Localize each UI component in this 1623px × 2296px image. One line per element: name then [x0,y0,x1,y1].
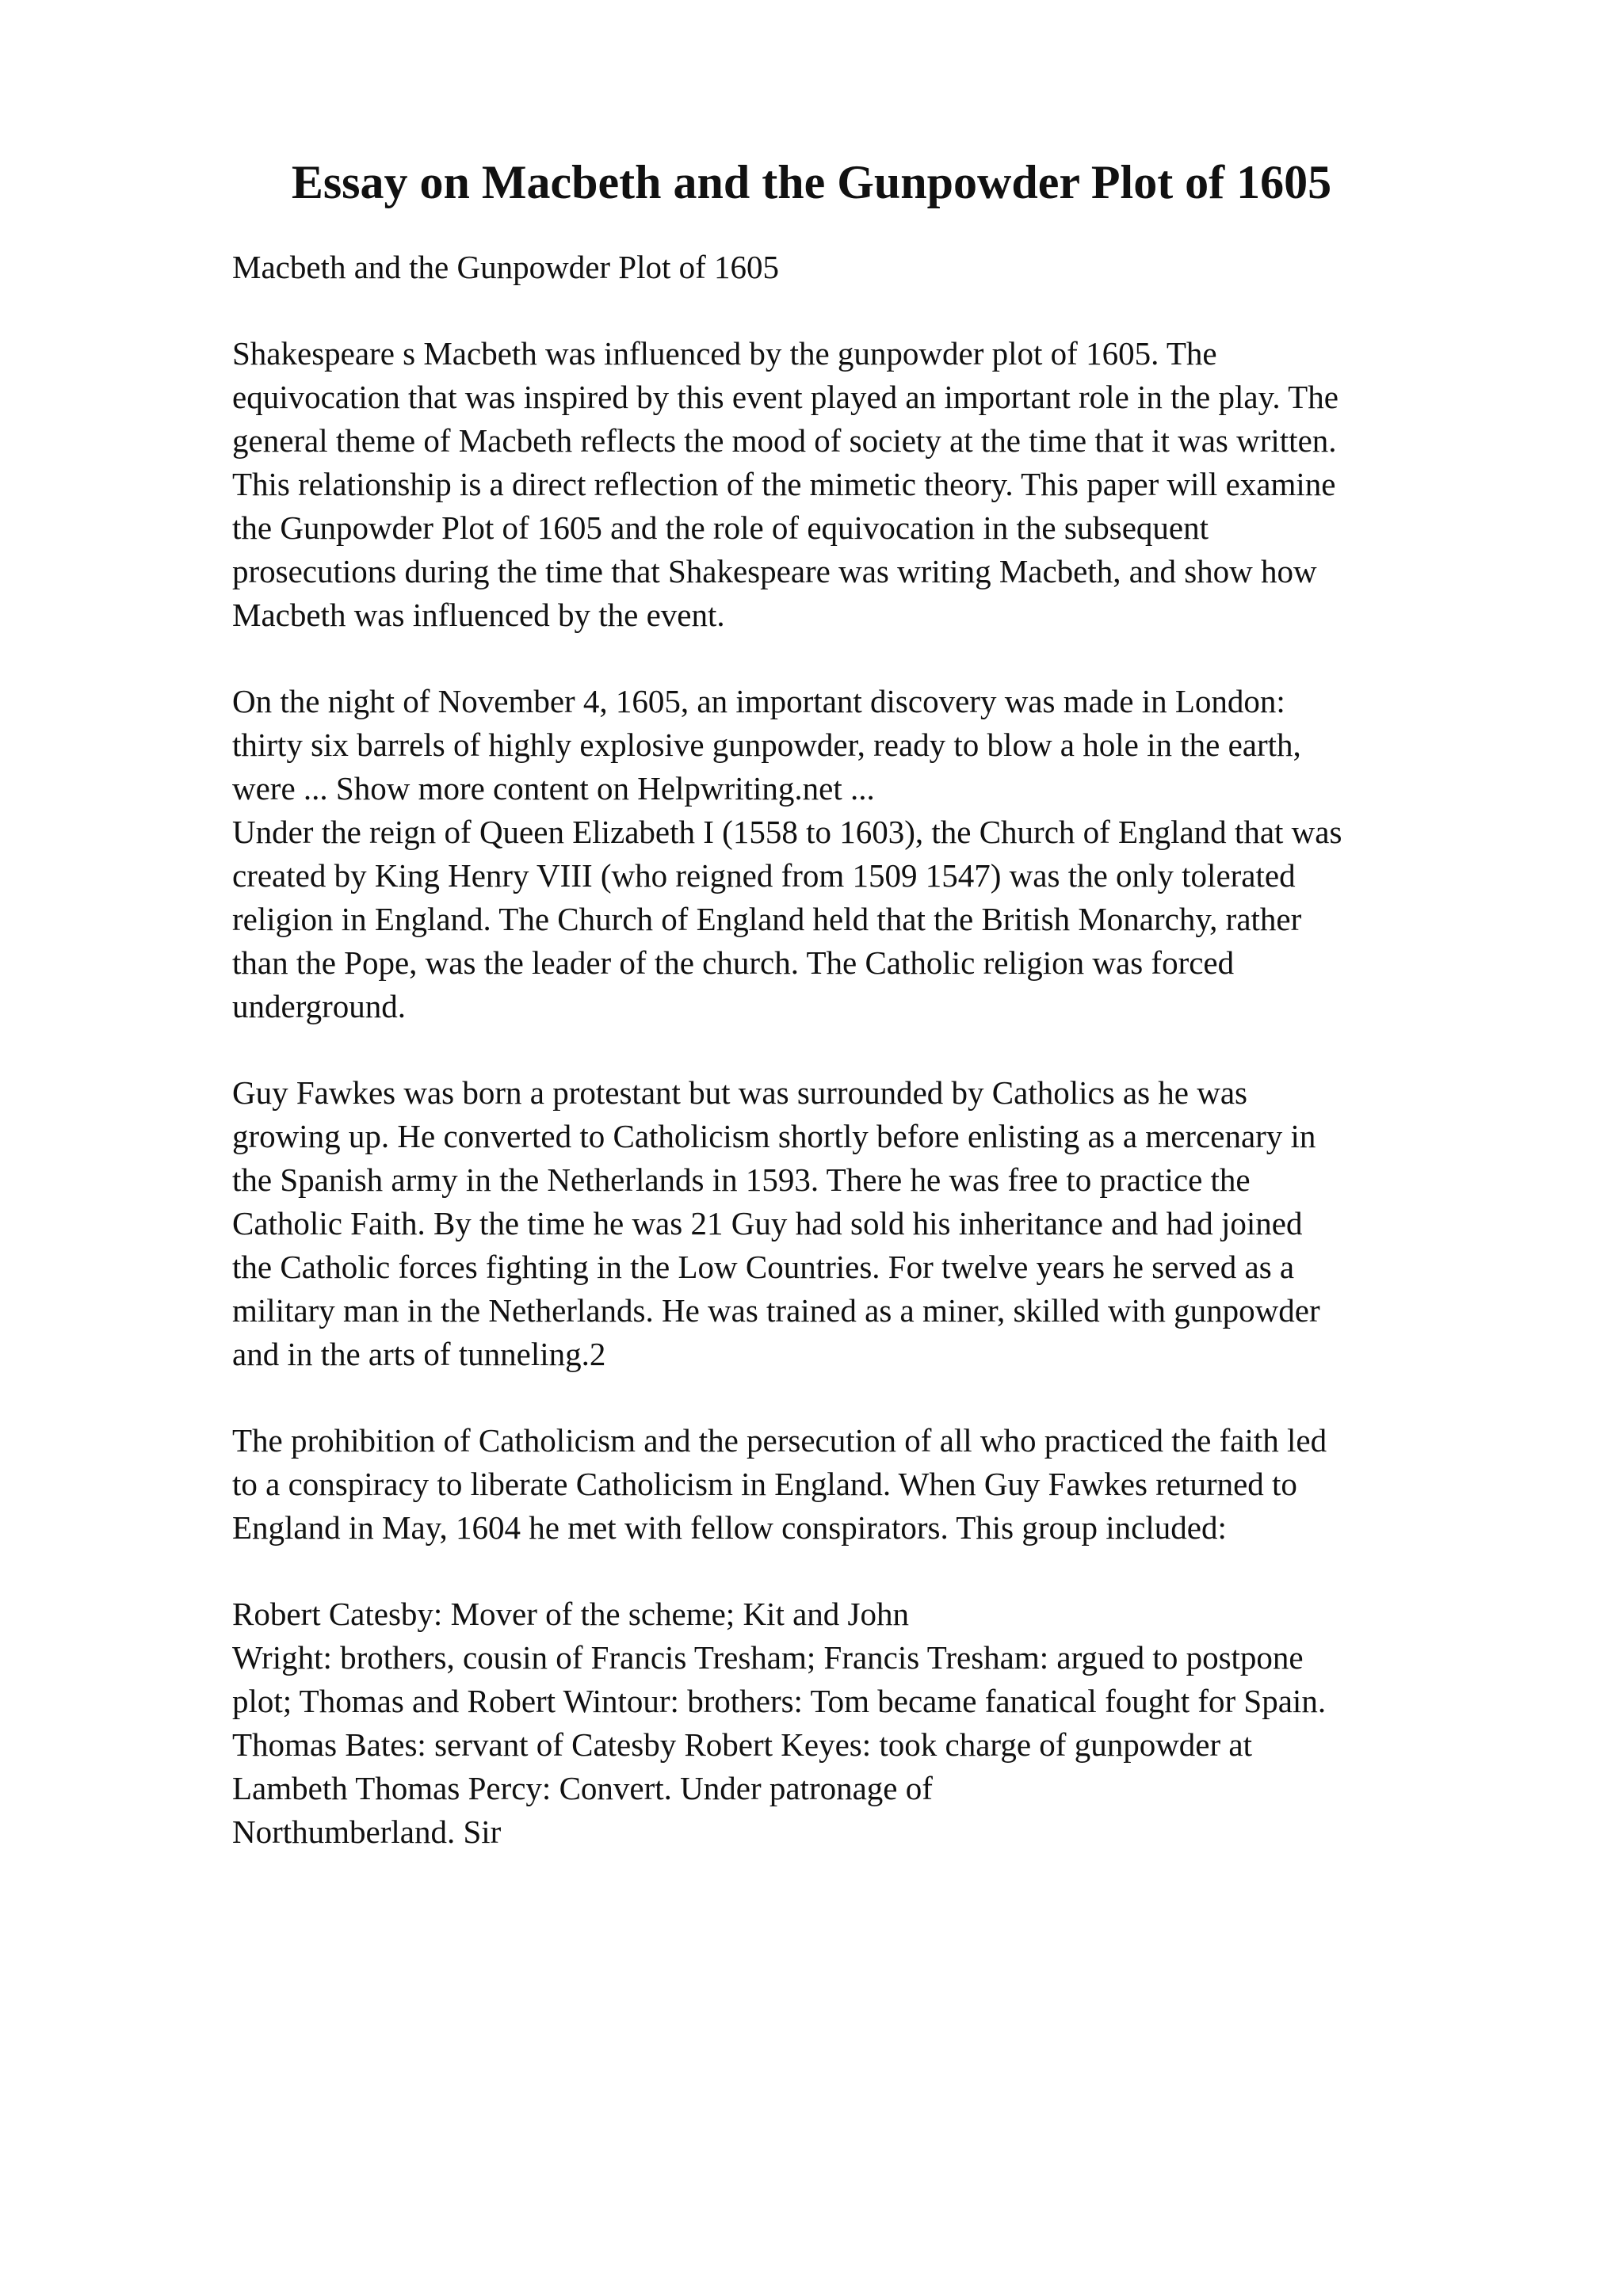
discovery-paragraph: On the night of November 4, 1605, an important discovery was made in London: thirty six barrels of highly explosive gunpowder, ready to blow a hole in the earth, were ... Show more content on Helpwriting.net ... [232,683,1301,807]
church-paragraph: Under the reign of Queen Elizabeth I (1558 to 1603), the Church of England that was created by King Henry VIII (who reigned from 1509 1547) was the only tolerated religion in England. The Church of England held that the British Monarchy, rather than the Pope, was the leader of the church. The Catholic religion was forced underground. [232,814,1342,1024]
guy-fawkes-paragraph: Guy Fawkes was born a protestant but was surrounded by Catholics as he was growing up. He converted to Catholicism shortly before enlisting as a mercenary in the Spanish army in the Netherlands in 1593. There he was free to practice the Catholic Faith. By the time he was 21 Guy had sold his inheritance and had joined the Catholic forces fighting in the Low Countries. For twelve years he served as a military man in the Netherlands. He was trained as a miner, skilled with gunpowder and in the arts of tunneling.2 [232,1074,1320,1372]
document-title: Essay on Macbeth and the Gunpowder Plot of 1605 [291,156,1332,208]
intro-paragraph: Shakespeare s Macbeth was influenced by the gunpowder plot of 1605. The equivocation that was inspired by this event played an important role in the play. The general theme of Macbeth reflects the mood of society at the time that it was written. This relationship is a direct reflection of the mimetic theory. This paper will examine the Gunpowder Plot of 1605 and the role of equivocation in the subsequent prosecutions during the time that Shakespeare was writing Macbeth, and show how Macbeth was influenced by the event. [232,335,1338,633]
conspirators-list-paragraph: Robert Catesby: Mover of the scheme; Kit and John Wright: brothers, cousin of Francis Tresham; Francis Tresham: argued to postpone plot; Thomas and Robert Wintour: brothers: Tom became fanatical fought for Spain. Thomas Bates: servant of Catesby Robert Keyes: took charge of gunpowder at Lambeth Thomas Percy: Convert. Under patronage of Northumberland. Sir [232,1596,1327,1850]
document-body [232,246,1548,1854]
subtitle-paragraph: Macbeth and the Gunpowder Plot of 1605 [232,249,780,285]
conspiracy-paragraph: The prohibition of Catholicism and the persecution of all who practiced the faith led to a conspiracy to liberate Catholicism in England. When Guy Fawkes returned to England in May, 1604 he met with fellow conspirators. This group included: [232,1422,1327,1546]
